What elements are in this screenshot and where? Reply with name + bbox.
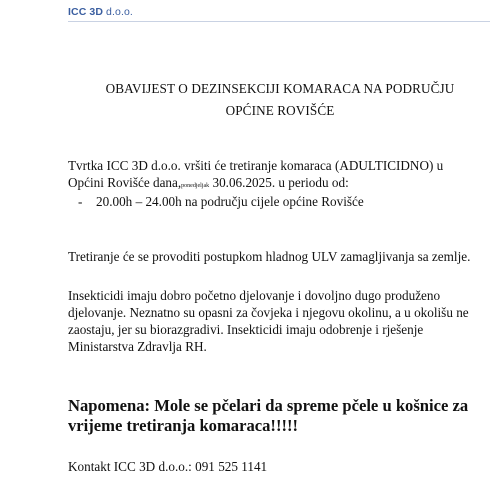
title-line-2: OPĆINE ROVIŠĆE	[225, 103, 335, 118]
bullet-text: 20.00h – 24.00h na području cijele općine Rovišće	[96, 194, 364, 209]
company-logo	[68, 6, 133, 18]
title-line-1: OBAVIJEST O DEZINSEKCIJI KOMARACA NA PODRUČJU	[105, 81, 455, 96]
intro-paragraph	[68, 157, 478, 195]
intro-date-text: 30.06.2025. u periodu od:	[209, 175, 349, 190]
time-bullet	[78, 193, 364, 210]
intro-day: ponedjeljak	[181, 183, 210, 189]
beekeeper-note: Napomena: Mole se pčelari da spreme pčele u košnice za vrijeme tretiranja komaraca!!!!!	[68, 396, 469, 435]
document-title	[60, 78, 500, 122]
contact-line: Kontakt ICC 3D d.o.o.: 091 525 1141	[68, 459, 268, 474]
intro-text: Tvrtka ICC 3D d.o.o. vršiti će tretiranje komaraca (ADULTICIDNO) u Općini Rovišće dana,	[68, 158, 444, 190]
method-paragraph: Tretiranje će se provoditi postupkom hladnog ULV zamagljivanja sa zemlje.	[68, 249, 471, 264]
bullet-dash: -	[78, 194, 83, 209]
insecticide-paragraph: Insekticidi imaju dobro početno djelovanje i dovoljno dugo produženo djelovanje. Neznatno su opasni za čovjeka i njegovu okolinu, a u okolišu ne zaostaju, jer su biorazgradivi. Insekticidi imaju odobrenje i rješenje Ministarstva Zdravlja RH.	[68, 288, 469, 354]
logo-brand: ICC 3D	[68, 6, 104, 18]
header-divider	[68, 21, 490, 22]
logo-suffix: d.o.o.	[103, 6, 133, 18]
